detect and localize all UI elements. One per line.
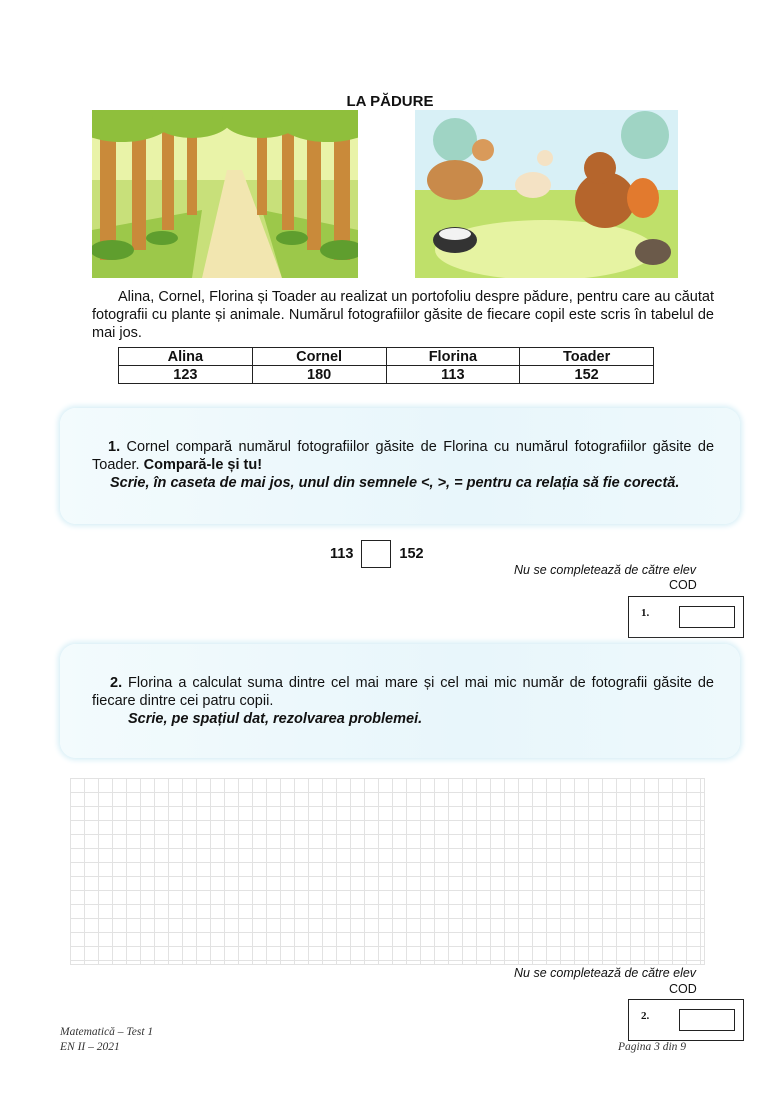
task-2-statement: Florina a calculat suma dintre cel mai mare și cel mai mic număr de fotografii găsite de fiecare dintre cei patru copii. <box>92 675 714 709</box>
cod-label-1: COD <box>669 578 697 592</box>
task-1-number: 1. <box>108 439 121 455</box>
table-header-cell: Toader <box>520 348 654 366</box>
grading-note-2: Nu se completează de către elev <box>514 966 697 980</box>
answer-grid-area[interactable] <box>70 778 705 965</box>
grading-note-1: Nu se completează de către elev <box>514 563 697 577</box>
table-header-cell: Alina <box>119 348 253 366</box>
table-row <box>119 366 654 384</box>
table-header-cell: Cornel <box>252 348 386 366</box>
score-box-2-label: 2. <box>641 1010 650 1022</box>
page-title: LA PĂDURE <box>346 93 434 110</box>
score-box-1-field[interactable] <box>679 606 735 628</box>
task-1-text <box>92 438 714 492</box>
task-2-instruction: Scrie, pe spațiul dat, rezolvarea problemei. <box>128 711 423 727</box>
comparison-right-value: 152 <box>399 546 424 562</box>
table-cell: 123 <box>119 366 253 384</box>
task-2-number: 2. <box>110 675 123 691</box>
comparison-answer-box[interactable] <box>361 540 391 568</box>
table-cell: 113 <box>386 366 520 384</box>
score-box-2 <box>628 999 744 1041</box>
intro-paragraph: Alina, Cornel, Florina și Toader au realizat un portofoliu despre pădure, pentru care au căutat fotografii cu plante și animale. Numărul fotografiilor găsite de fiecare copil este scris în tabelul de mai jos. <box>92 289 714 341</box>
photos-table <box>118 347 654 384</box>
task-1-emphasis: Compară-le și tu! <box>143 457 263 473</box>
footer-exam: EN II – 2021 <box>60 1041 120 1053</box>
table-header-cell: Florina <box>386 348 520 366</box>
forest-path-illustration <box>92 110 358 278</box>
footer-page-number: Pagina 3 din 9 <box>618 1041 687 1053</box>
score-box-2-field[interactable] <box>679 1009 735 1031</box>
comparison-row <box>330 540 424 568</box>
footer-subject: Matematică – Test 1 <box>60 1026 154 1038</box>
task-1-instruction: Scrie, în caseta de mai jos, unul din semnele <, >, = pentru ca relația să fie corectă. <box>110 475 680 491</box>
task-1-panel <box>60 408 740 524</box>
forest-animals-illustration <box>415 110 678 278</box>
task-2-text <box>92 674 714 728</box>
task-1-statement: Cornel compară numărul fotografiilor găsite de Florina cu numărul fotografiilor găsite de Toader. <box>92 439 715 473</box>
task-2-panel <box>60 644 740 758</box>
table-cell: 152 <box>520 366 654 384</box>
score-box-1-label: 1. <box>641 607 650 619</box>
table-cell: 180 <box>252 366 386 384</box>
table-header-row <box>119 348 654 366</box>
score-box-1 <box>628 596 744 638</box>
comparison-left-value: 113 <box>330 546 354 562</box>
cod-label-2: COD <box>669 982 697 996</box>
